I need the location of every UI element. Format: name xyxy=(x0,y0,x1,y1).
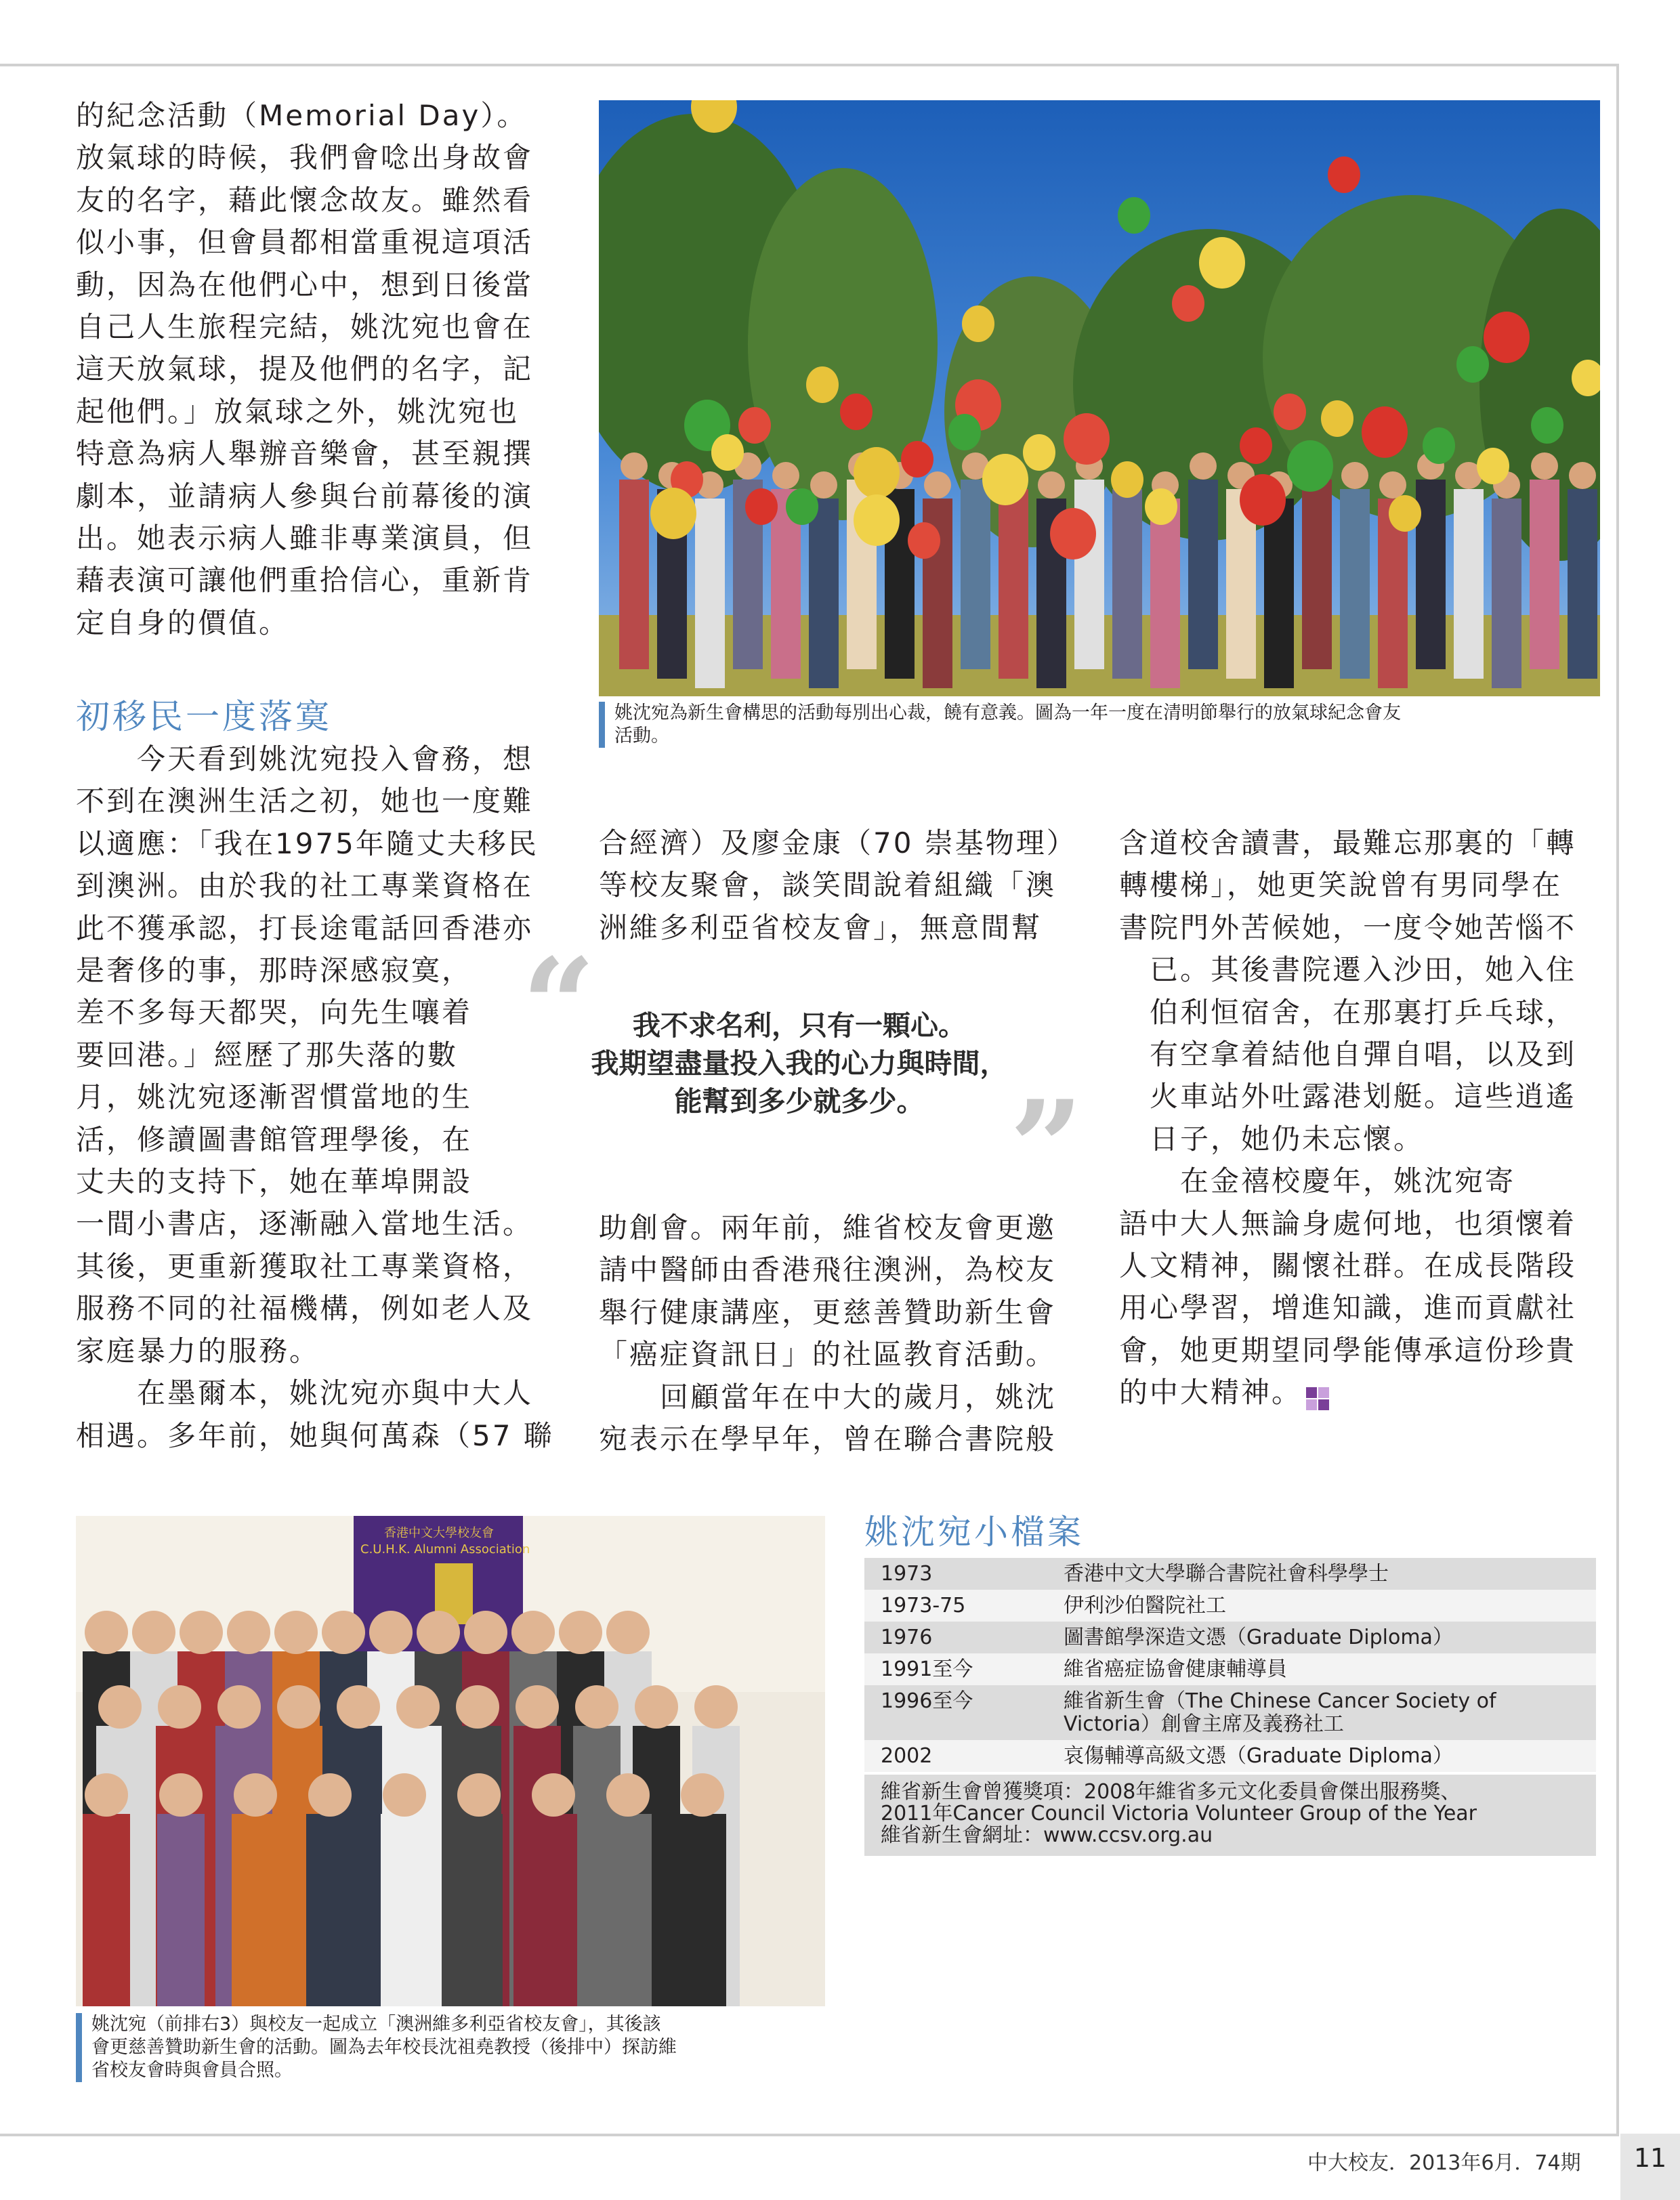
profile-row xyxy=(864,1653,1596,1685)
person-head xyxy=(1038,471,1065,499)
text-line: 洲維多利亞省校友會」，無意間幫 xyxy=(599,910,1043,944)
person-head xyxy=(1531,452,1558,480)
text-line: 合經濟）及廖金康（70 崇基物理） xyxy=(599,826,1077,860)
person-head xyxy=(464,1611,507,1654)
profile-desc: 維省新生會（The Chinese Cancer Society of Victoria）創會主席及義務社工 xyxy=(1064,1689,1496,1736)
profile-year: 2002 xyxy=(881,1744,933,1768)
person-head xyxy=(575,1685,618,1729)
balloon xyxy=(650,488,696,539)
balloon xyxy=(1456,346,1489,383)
text-line: 會，她更期望同學能傳承這份珍貴 xyxy=(1119,1333,1577,1367)
profile-title: 姚沈宛小檔案 xyxy=(864,1512,1084,1552)
text-line: 宛表示在學早年，曾在聯合書院般 xyxy=(599,1422,1057,1456)
text-line: 活，修讀圖書館管理學後，在 xyxy=(76,1122,473,1156)
person xyxy=(530,1814,577,2006)
text-line: 有空拿着結他自彈自唱，以及到 xyxy=(1119,1038,1577,1072)
text-line: 書院門外苦候她，一度令她苦惱不 xyxy=(1119,910,1577,944)
balloon xyxy=(901,441,933,478)
balloon xyxy=(1484,312,1530,363)
balloon xyxy=(1321,400,1353,437)
text-line: 語中大人無論身處何地，也須懷着 xyxy=(1119,1206,1577,1240)
profile-row xyxy=(864,1622,1596,1653)
person-head xyxy=(606,1773,650,1817)
person xyxy=(1150,499,1180,688)
profile-table xyxy=(864,1558,1596,1856)
text-line: 藉表演可讓他們重拾信心，重新肯 xyxy=(76,564,534,597)
text-line: 等校友聚會，談笑間說着組織「澳 xyxy=(599,868,1057,902)
person-head xyxy=(383,1773,426,1817)
person-head xyxy=(274,1611,318,1654)
balloon xyxy=(1111,461,1143,498)
text-line: 以適應：「我在1975年隨丈夫移民 xyxy=(76,826,539,860)
text-line: 請中醫師由香港飛往澳洲，為校友 xyxy=(599,1253,1057,1287)
person-head xyxy=(635,1685,678,1729)
person-head xyxy=(532,1773,575,1817)
person-head xyxy=(234,1773,277,1817)
profile-year: 1996至今 xyxy=(881,1689,973,1713)
balloon xyxy=(1240,427,1272,464)
photo-alumni-group xyxy=(76,1516,825,2006)
profile-year: 1973-75 xyxy=(881,1594,966,1617)
photo-caption-bottom: 姚沈宛（前排右3）與校友一起成立「澳洲維多利亞省校友會」，其後該 會更慈善贊助新生會的活動。圖為去年校長沈祖堯教授（後排中）探訪維 省校友會時與會員合照。 xyxy=(76,2013,677,2082)
text-line: 的紀念活動（Memorial Day）。 xyxy=(76,99,528,132)
balloon xyxy=(1328,156,1360,193)
person xyxy=(1302,480,1332,669)
person-head xyxy=(396,1685,440,1729)
balloon xyxy=(1362,406,1408,458)
balloon xyxy=(1145,488,1177,525)
pull-quote: 我不求名利，只有一顆心。 我期望盡量投入我的心力與時間， 能幫到多少就多少。 xyxy=(591,1009,1008,1118)
person-head xyxy=(132,1611,175,1654)
person xyxy=(1188,480,1218,669)
text-line: 人文精神，關懷社群。在成長階段 xyxy=(1119,1249,1577,1283)
footer-issue: 中大校友．2013年6月．74期 xyxy=(1307,2151,1581,2175)
balloon xyxy=(806,366,839,403)
person-head xyxy=(159,1773,203,1817)
page-frame-bottom xyxy=(0,2134,1619,2136)
person-head xyxy=(606,1611,650,1654)
text-line: 「癌症資訊日」的社區教育活動。 xyxy=(599,1338,1057,1372)
text-line: 的中大精神。 xyxy=(1119,1376,1303,1410)
balloon xyxy=(1050,508,1096,559)
person xyxy=(1492,499,1521,688)
text-line: 一間小書店，逐漸融入當地生活。 xyxy=(76,1207,534,1241)
profile-row xyxy=(864,1740,1596,1772)
text-line: 在金禧校慶年，姚沈宛寄 xyxy=(1119,1164,1516,1198)
text-line: 用心學習，增進知識，進而貢獻社 xyxy=(1119,1291,1577,1325)
profile-desc: 維省癌症協會健康輔導員 xyxy=(1064,1657,1287,1681)
person-head xyxy=(337,1685,380,1729)
person-head xyxy=(322,1611,365,1654)
text-line: 轉樓梯」，她更笑說曾有男同學在 xyxy=(1119,868,1563,902)
text-line: 回顧當年在中大的歲月，姚沈 xyxy=(599,1380,1057,1414)
text-line: 日子，她仍未忘懷。 xyxy=(1119,1122,1425,1156)
balloon xyxy=(711,434,744,471)
profile-year: 1973 xyxy=(881,1562,933,1586)
profile-desc: 伊利沙伯醫院社工 xyxy=(1064,1594,1226,1617)
person-head xyxy=(158,1685,201,1729)
profile-desc: 哀傷輔導高級文憑（Graduate Diploma） xyxy=(1064,1744,1453,1768)
person-head xyxy=(308,1773,352,1817)
text-line: 助創會。兩年前，維省校友會更邀 xyxy=(599,1211,1057,1244)
person-head xyxy=(511,1611,555,1654)
article-column-2-top xyxy=(599,822,1077,949)
text-line: 不到在澳洲生活之初，她也一度難 xyxy=(76,784,534,818)
article-column-2-bottom xyxy=(599,1207,1056,1460)
open-quote-mark: “ xyxy=(522,930,596,1081)
balloon xyxy=(982,454,1028,505)
balloon xyxy=(786,488,818,525)
person-head xyxy=(217,1685,261,1729)
balloon xyxy=(1118,197,1150,234)
person-head xyxy=(1379,471,1406,499)
person xyxy=(1454,489,1484,679)
person xyxy=(961,480,990,669)
person-head xyxy=(1190,452,1217,480)
person xyxy=(306,1814,354,2006)
person-head xyxy=(694,1685,738,1729)
person xyxy=(157,1814,205,2006)
person xyxy=(619,480,649,669)
person-head xyxy=(772,462,799,489)
section-heading: 初移民一度落寞 xyxy=(76,697,332,736)
person xyxy=(83,1814,130,2006)
text-line: 火車站外吐露港划艇。這些逍遙 xyxy=(1119,1080,1577,1114)
text-line: 到澳洲。由於我的社工專業資格在 xyxy=(76,869,534,903)
person-head xyxy=(457,1773,501,1817)
profile-desc: 香港中文大學聯合書院社會科學學士 xyxy=(1064,1562,1389,1586)
text-line: 在墨爾本，姚沈宛亦與中大人 xyxy=(76,1376,534,1410)
text-line: 差不多每天都哭，向先生嚷着 xyxy=(76,996,473,1030)
person-head xyxy=(810,471,837,499)
balloon xyxy=(1477,448,1509,484)
person xyxy=(232,1814,279,2006)
balloon xyxy=(948,414,981,450)
text-line: 其後，更重新獲取社工專業資格， xyxy=(76,1249,534,1283)
person-head xyxy=(1341,462,1368,489)
page-frame-right xyxy=(1616,64,1619,2136)
balloon xyxy=(1531,407,1563,444)
page-frame-top xyxy=(0,64,1619,66)
person xyxy=(455,1814,503,2006)
person-head xyxy=(85,1611,128,1654)
text-line: 自己人生旅程完結，姚沈宛也會在 xyxy=(76,310,534,344)
text-line: 今天看到姚沈宛投入會務，想 xyxy=(76,742,534,776)
balloon xyxy=(738,407,771,444)
balloon xyxy=(854,447,900,499)
person-head xyxy=(417,1611,460,1654)
person-head xyxy=(559,1611,602,1654)
profile-year: 1991至今 xyxy=(881,1657,973,1681)
text-line: 似小事，但會員都相當重視這項活 xyxy=(76,226,534,259)
person-head xyxy=(924,471,951,499)
person-head xyxy=(1569,462,1596,489)
person-head xyxy=(369,1611,413,1654)
balloon xyxy=(1172,285,1204,322)
balloon xyxy=(745,488,778,525)
person-head xyxy=(98,1685,142,1729)
text-line: 含道校舍讀書，最難忘那裏的「轉 xyxy=(1119,826,1577,860)
article-column-3 xyxy=(1119,822,1576,1414)
balloon xyxy=(1423,427,1455,464)
balloon xyxy=(1064,413,1110,465)
person-head xyxy=(85,1773,128,1817)
text-line: 是奢侈的事，那時深感寂寞， xyxy=(76,954,473,988)
person xyxy=(679,1814,726,2006)
text-line: 此不獲承認，打長途電話回香港亦 xyxy=(76,911,534,945)
text-line: 起他們。」放氣球之外，姚沈宛也 xyxy=(76,394,520,428)
end-logo-icon xyxy=(1305,1386,1330,1412)
photo-balloon-release xyxy=(599,100,1600,696)
article-column-1-top xyxy=(76,95,533,644)
text-line: 這天放氣球，提及他們的名字，記 xyxy=(76,352,534,386)
balloon xyxy=(1287,440,1333,492)
person xyxy=(999,489,1028,679)
text-line: 相遇。多年前，她與何萬森（57 聯 xyxy=(76,1418,554,1452)
balloon xyxy=(1274,394,1306,430)
text-line: 出。她表示病人雖非專業演員，但 xyxy=(76,522,534,555)
balloon xyxy=(1389,495,1421,532)
person-head xyxy=(681,1773,724,1817)
person-head xyxy=(516,1685,559,1729)
text-line: 友的名字，藉此懷念故友。雖然看 xyxy=(76,183,534,217)
profile-row xyxy=(864,1558,1596,1590)
text-line: 舉行健康講座，更慈善贊助新生會 xyxy=(599,1295,1057,1329)
profile-desc: 圖書館學深造文憑（Graduate Diploma） xyxy=(1064,1626,1453,1649)
profile-year: 1976 xyxy=(881,1626,933,1649)
text-line: 已。其後書院遷入沙田，她入住 xyxy=(1119,953,1577,987)
person-head xyxy=(456,1685,499,1729)
person xyxy=(1530,480,1559,669)
balloon xyxy=(908,522,940,559)
balloon xyxy=(962,305,994,342)
person xyxy=(1264,499,1294,688)
close-quote-mark: ” xyxy=(1009,1072,1084,1223)
person xyxy=(1568,489,1597,679)
text-line: 丈夫的支持下，她在華埠開設 xyxy=(76,1165,473,1199)
profile-row xyxy=(864,1685,1596,1740)
article-column-1-bottom xyxy=(76,738,554,1457)
text-line: 服務不同的社福機構，例如老人及 xyxy=(76,1292,534,1326)
person-head xyxy=(180,1611,223,1654)
text-line: 定自身的價值。 xyxy=(76,606,290,639)
text-line: 要回港。」經歷了那失落的數 xyxy=(76,1038,459,1072)
text-line: 放氣球的時候，我們會唸出身故會 xyxy=(76,141,534,175)
person-head xyxy=(621,452,648,480)
text-line: 伯利恒宿舍，在那裏打乒乓球， xyxy=(1119,995,1577,1029)
text-line: 特意為病人舉辦音樂會，甚至親撰 xyxy=(76,437,534,471)
person xyxy=(695,499,725,688)
text-line: 月，姚沈宛逐漸習慣當地的生 xyxy=(76,1080,473,1114)
balloon xyxy=(840,394,873,430)
balloon xyxy=(1199,237,1245,289)
page-number: 11 xyxy=(1620,2134,1680,2200)
photo-caption-top: 姚沈宛為新生會構思的活動每別出心裁，饒有意義。圖為一年一度在清明節舉行的放氣球紀念會友 活動。 xyxy=(599,702,1401,748)
balloon xyxy=(1023,434,1055,471)
person xyxy=(381,1814,428,2006)
person-head xyxy=(277,1685,320,1729)
alumni-banner-text: 香港中文大學校友會 C.U.H.K. Alumni Association xyxy=(360,1526,530,1557)
person xyxy=(1074,480,1104,669)
text-line: 家庭暴力的服務。 xyxy=(76,1334,320,1368)
person xyxy=(1340,489,1370,679)
person-head xyxy=(227,1611,270,1654)
text-line: 劇本，並請病人參與台前幕後的演 xyxy=(76,479,534,513)
balloon xyxy=(1240,474,1286,526)
profile-awards: 維省新生會曾獲獎項：2008年維省多元文化委員會傑出服務獎、 2011年Cancer Council Victoria Volunteer Group of the Year 維省新生會網址：www.ccsv.org.au xyxy=(864,1775,1596,1856)
person xyxy=(1112,489,1142,679)
profile-row xyxy=(864,1590,1596,1622)
person xyxy=(604,1814,652,2006)
balloon xyxy=(854,494,900,546)
person xyxy=(809,499,839,688)
text-line: 動，因為在他們心中，想到日後當 xyxy=(76,268,534,301)
